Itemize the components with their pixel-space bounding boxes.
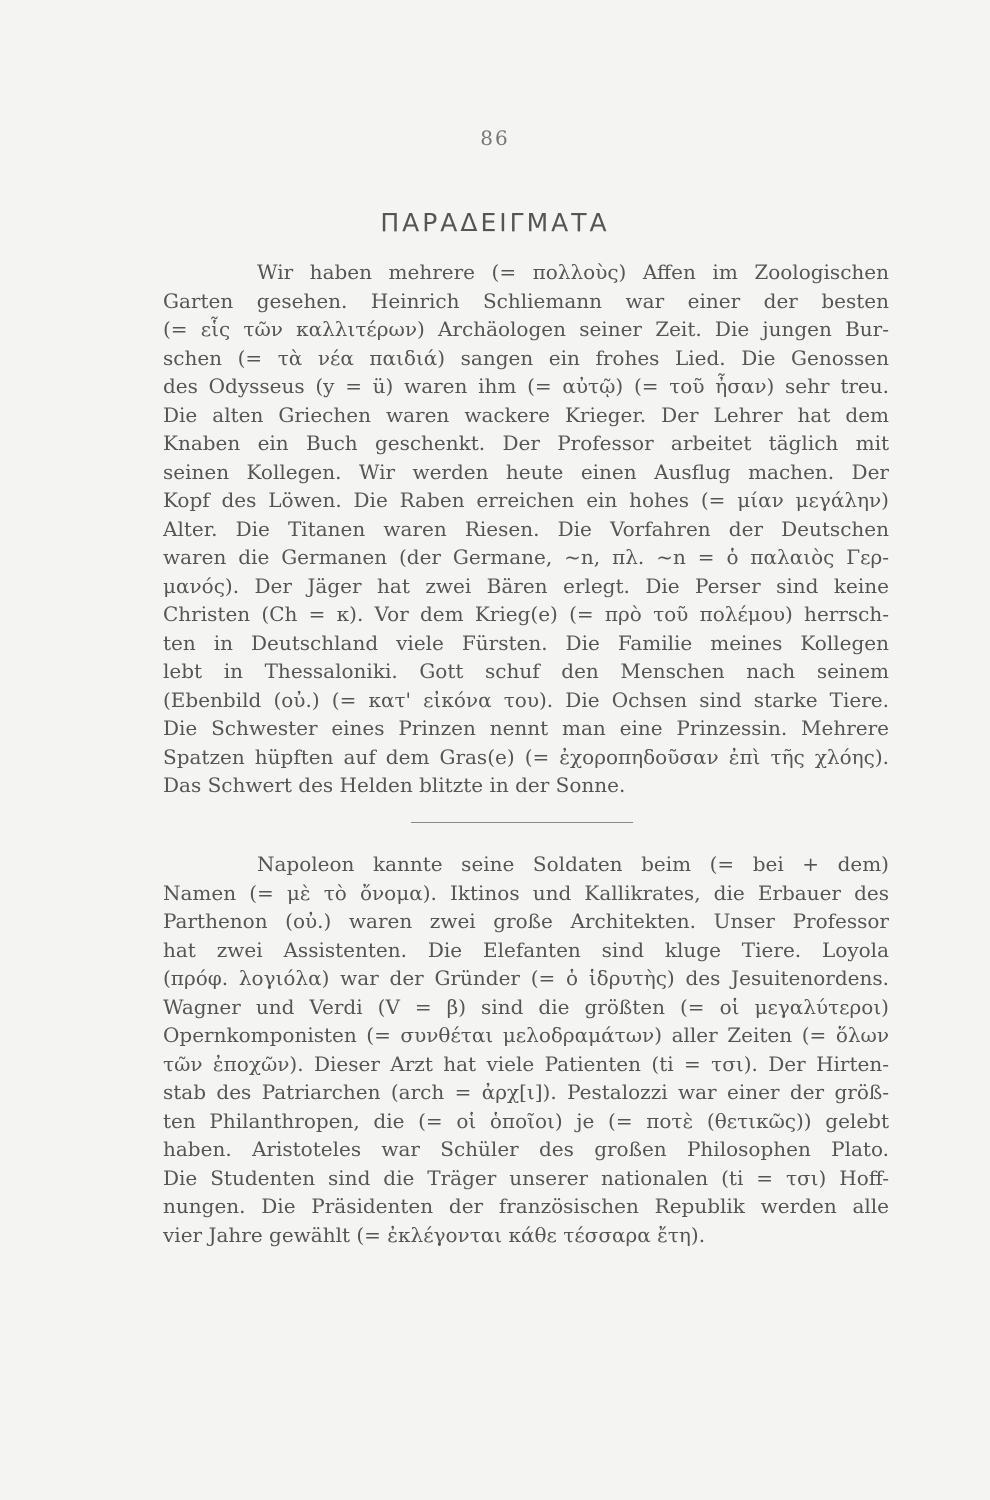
text-line: waren die Germanen (der Germane, ~n, πλ. ~n = ὁ παλαιὸς Γερ- bbox=[163, 545, 889, 569]
text-line: (πρόφ. λογιόλα) war der Gründer (= ὁ ἱδρυτὴς) des Jesuitenordens. bbox=[163, 966, 889, 990]
text-line: haben. Aristoteles war Schüler des großen Philosophen Plato. bbox=[163, 1137, 889, 1161]
text-line: Garten gesehen. Heinrich Schliemann war einer der besten bbox=[163, 288, 889, 313]
text-line: lebt in Thessaloniki. Gott schuf den Menschen nach seinem bbox=[163, 659, 889, 683]
text-line: Die Studenten sind die Träger unserer nationalen (ti = τσι) Hoff- bbox=[163, 1165, 889, 1190]
text-line: vier Jahre gewählt (= ἐκλέγονται κάθε τέσσαρα ἔτη). bbox=[163, 1222, 706, 1247]
text-line: Christen (Ch = κ). Vor dem Krieg(e) (= πρὸ τοῦ πολέμου) herrsch- bbox=[163, 602, 889, 626]
text-line: (Ebenbild (οὐ.) (= κατ' εἰκόνα του). Die Ochsen sind starke Tiere. bbox=[163, 687, 889, 712]
text-line: Parthenon (οὐ.) waren zwei große Architekten. Unser Professor bbox=[163, 909, 889, 933]
text-line: Kopf des Löwen. Die Raben erreichen ein hohes (= μίαν μεγάλην) bbox=[163, 488, 889, 512]
text-line: (= εἷς τῶν καλλιτέρων) Archäologen seiner Zeit. Die jungen Bur- bbox=[163, 317, 889, 341]
text-line: hat zwei Assistenten. Die Elefanten sind kluge Tiere. Loyola bbox=[163, 937, 889, 962]
text-line: Wagner und Verdi (V = β) sind die größten (= οἱ μεγαλύτεροι) bbox=[163, 994, 889, 1019]
examples-paragraph-2 bbox=[163, 850, 889, 1249]
text-line: τῶν ἐποχῶν). Dieser Arzt hat viele Patienten (ti = τσι). Der Hirten- bbox=[163, 1051, 889, 1076]
page-number: 86 bbox=[480, 126, 510, 150]
text-line: des Odysseus (y = ü) waren ihm (= αὐτῷ) (= τοῦ ἦσαν) sehr treu. bbox=[163, 374, 889, 398]
text-line: Die alten Griechen waren wackere Krieger. Der Lehrer hat dem bbox=[163, 402, 889, 427]
text-line: stab des Patriarchen (arch = ἀρχ[ι]). Pestalozzi war einer der größ- bbox=[163, 1080, 889, 1104]
text-line: Opernkomponisten (= συνθέται μελοδραμάτων) aller Zeiten (= ὅλων bbox=[163, 1023, 889, 1047]
text-line: Spatzen hüpften auf dem Gras(e) (= ἐχοροπηδοῦσαν ἐπὶ τῆς χλόης). bbox=[163, 744, 889, 769]
text-line: ten in Deutschland viele Fürsten. Die Familie meines Kollegen bbox=[163, 630, 889, 655]
text-line: Wir haben mehrere (= πολλοὺς) Affen im Zoologischen bbox=[257, 260, 889, 284]
text-line: Alter. Die Titanen waren Riesen. Die Vorfahren der Deutschen bbox=[163, 516, 889, 541]
text-line: Die Schwester eines Prinzen nennt man eine Prinzessin. Mehrere bbox=[163, 716, 889, 740]
text-line: ten Philanthropen, die (= οἱ ὁποῖοι) je (= ποτὲ (θετικῶς)) gelebt bbox=[163, 1108, 889, 1133]
text-line: μανός). Der Jäger hat zwei Bären erlegt. Die Perser sind keine bbox=[163, 573, 889, 598]
section-divider bbox=[411, 822, 633, 823]
text-line: schen (= τὰ νέα παιδιά) sangen ein frohes Lied. Die Genossen bbox=[163, 345, 889, 370]
text-line: Knaben ein Buch geschenkt. Der Professor arbeitet täglich mit bbox=[163, 431, 889, 455]
examples-paragraph-1 bbox=[163, 258, 889, 800]
text-line: Das Schwert des Helden blitzte in der Sonne. bbox=[163, 773, 626, 797]
text-line: nungen. Die Präsidenten der französischen Republik werden alle bbox=[163, 1194, 889, 1218]
text-line: seinen Kollegen. Wir werden heute einen Ausflug machen. Der bbox=[163, 459, 889, 484]
page-heading: ΠΑΡΑΔΕΙΓΜΑΤΑ bbox=[380, 208, 610, 237]
text-line: Namen (= μὲ τὸ ὄνομα). Iktinos und Kallikrates, die Erbauer des bbox=[163, 880, 889, 905]
text-line: Napoleon kannte seine Soldaten beim (= bei + dem) bbox=[257, 852, 889, 876]
